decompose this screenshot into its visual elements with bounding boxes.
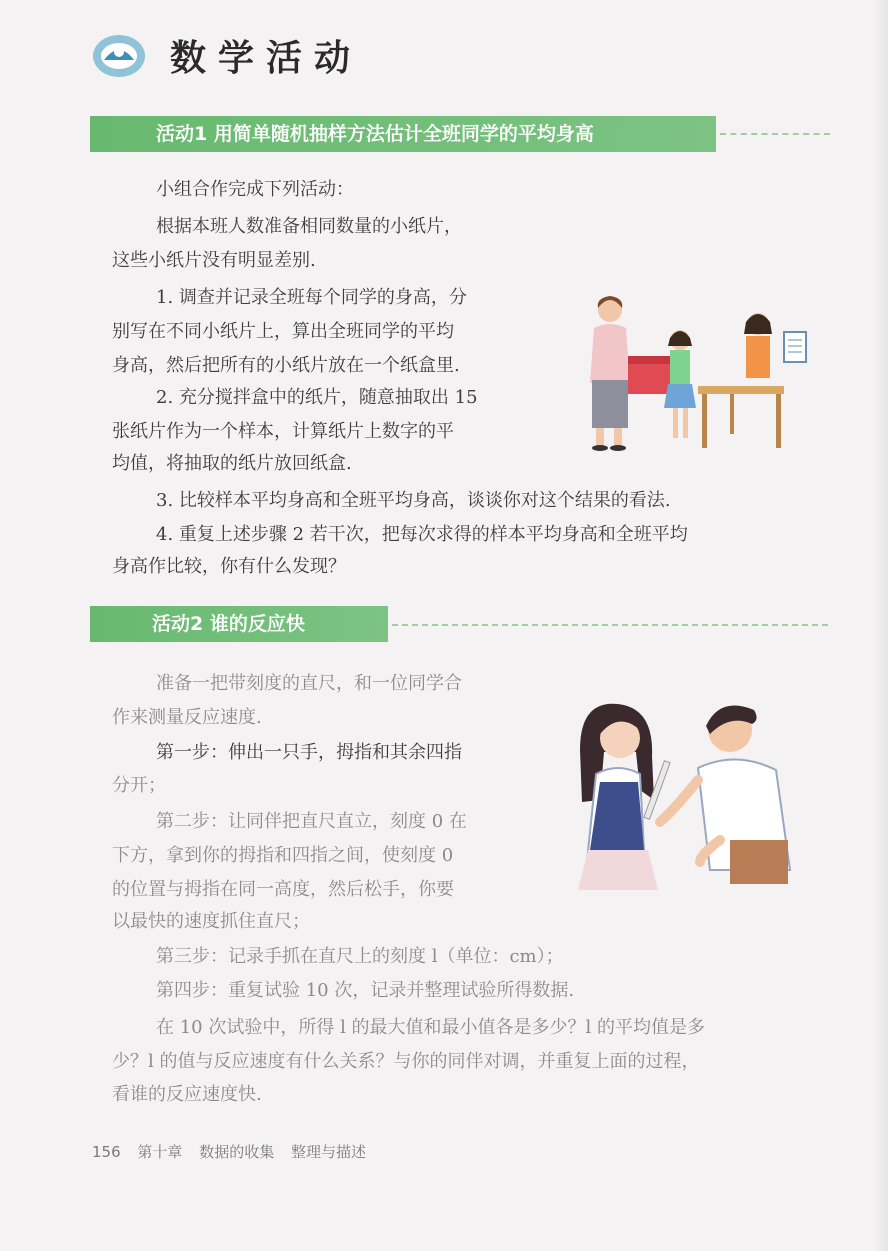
a2-line-8: 以最快的速度抓住直尺； (112, 911, 310, 932)
banner-dash-divider (720, 133, 830, 135)
a1-line-3: 这些小纸片没有明显差别. (112, 250, 316, 271)
chapter-subtitle: 整理与描述 (291, 1143, 367, 1161)
page-title: 数学活动 (170, 38, 363, 79)
ruler-reaction-illustration (570, 690, 810, 890)
students-survey-illustration (580, 288, 810, 458)
a2-line-9: 第三步：记录手抓在直尺上的刻度 l（单位：cm）； (156, 946, 564, 967)
a1-line-4: 1. 调查并记录全班每个同学的身高，分 (156, 287, 467, 308)
a2-line-11: 在 10 次试验中，所得 l 的最大值和最小值各是多少？l 的平均值是多 (156, 1017, 706, 1038)
a2-line-12: 少？l 的值与反应速度有什么关系？与你的同伴对调，并重复上面的过程， (112, 1051, 700, 1072)
page-footer (92, 1141, 378, 1162)
a1-line-9: 均值，将抽取的纸片放回纸盒. (112, 453, 352, 474)
a1-line-5: 别写在不同小纸片上，算出全班同学的平均 (112, 321, 454, 342)
chapter-title: 数据的收集 (199, 1143, 275, 1161)
a2-line-4: 分开； (112, 775, 166, 796)
page-number: 156 (92, 1143, 121, 1161)
a2-line-6: 下方，拿到你的拇指和四指之间，使刻度 0 (112, 845, 454, 866)
activity2-banner: 活动2 谁的反应快 (90, 606, 388, 642)
a1-line-6: 身高，然后把所有的小纸片放在一个纸盒里. (112, 355, 460, 376)
a2-line-3: 第一步：伸出一只手，拇指和其余四指 (156, 742, 462, 763)
chapter-label: 第十章 (137, 1143, 183, 1161)
page-edge-shadow (874, 0, 888, 1251)
a1-line-11: 4. 重复上述步骤 2 若干次，把每次求得的样本平均身高和全班平均 (156, 524, 688, 545)
a2-line-10: 第四步：重复试验 10 次，记录并整理试验所得数据. (156, 980, 575, 1001)
a1-line-10: 3. 比较样本平均身高和全班平均身高，谈谈你对这个结果的看法. (156, 490, 671, 511)
a2-line-5: 第二步：让同伴把直尺直立，刻度 0 在 (156, 811, 467, 832)
a2-line-13: 看谁的反应速度快. (112, 1084, 262, 1105)
a1-line-2: 根据本班人数准备相同数量的小纸片， (156, 216, 462, 237)
a1-line-1: 小组合作完成下列活动： (156, 179, 354, 200)
a2-line-7: 的位置与拇指在同一高度，然后松手，你要 (112, 879, 454, 900)
a2-line-2: 作来测量反应速度. (112, 707, 262, 728)
activity1-banner: 活动1 用简单随机抽样方法估计全班同学的平均身高 (90, 116, 716, 152)
a2-line-1: 准备一把带刻度的直尺，和一位同学合 (156, 673, 462, 694)
a1-line-8: 张纸片作为一个样本，计算纸片上数字的平 (112, 421, 454, 442)
banner-dash-divider (392, 624, 828, 626)
a1-line-12: 身高作比较，你有什么发现？ (112, 556, 346, 577)
section-logo-icon (92, 30, 146, 78)
a1-line-7: 2. 充分搅拌盒中的纸片，随意抽取出 15 (156, 387, 478, 408)
